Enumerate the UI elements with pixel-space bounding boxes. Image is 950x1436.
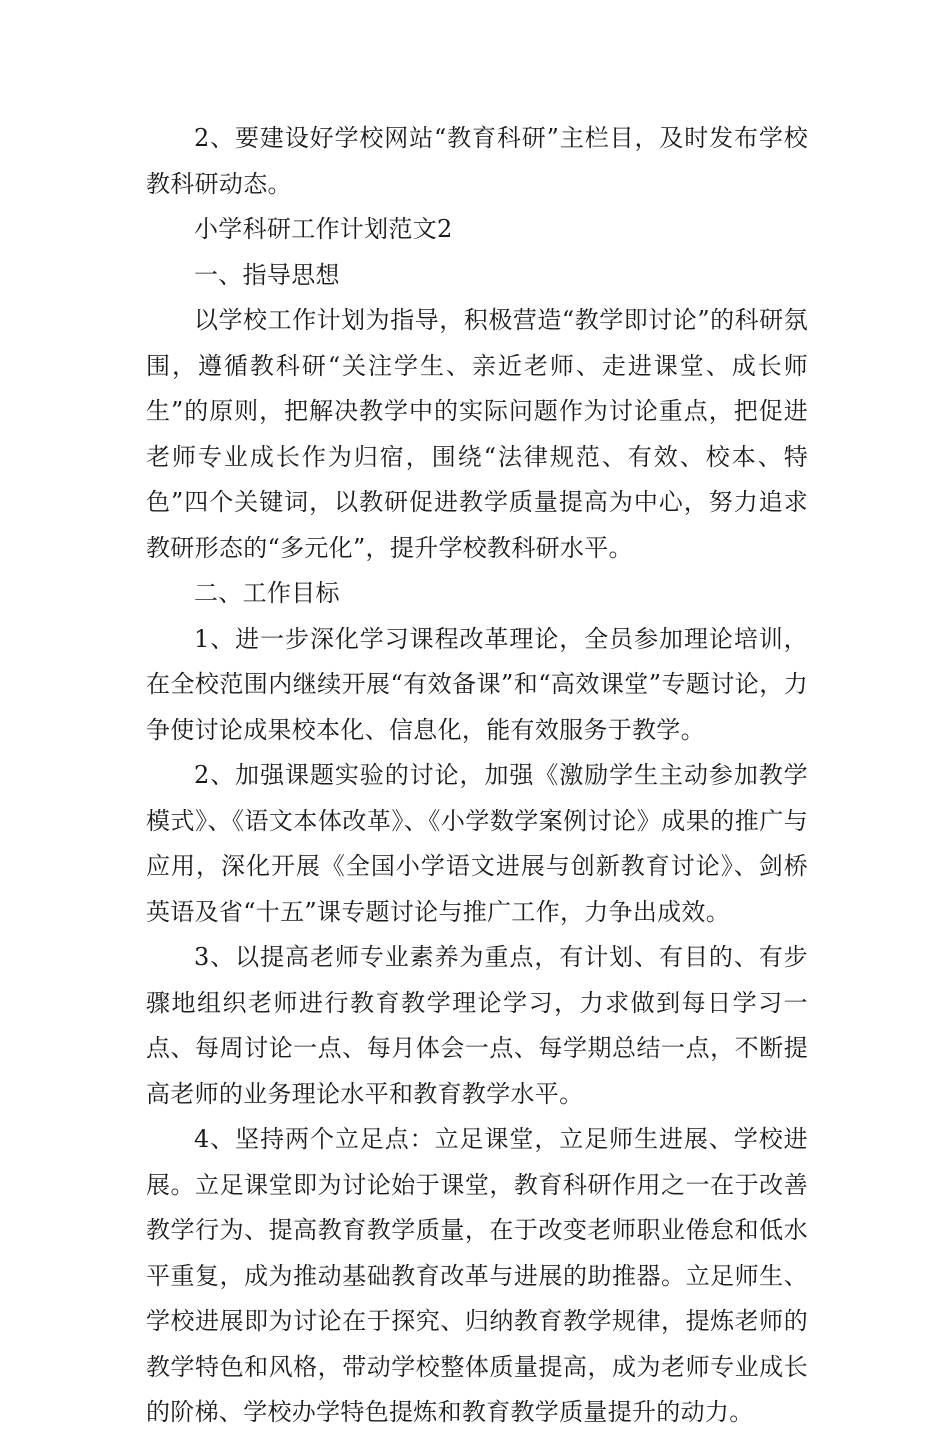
paragraph-goal-3: 3、以提高老师专业素养为重点，有计划、有目的、有步骤地组织老师进行教育教学理论学习，力求做到每日学习一点、每周讨论一点、每月体会一点、每学期总结一点，不断提高老师的业务理论水平和教育教学水平。 [146,943,808,1108]
heading-work-goals: 二、工作目标 [194,579,340,607]
section-title-plan-2: 小学科研工作计划范文2 [194,215,453,243]
paragraph-goal-4: 4、坚持两个立足点：立足课堂，立足师生进展、学校进展。立足课堂即为讨论始于课堂，教育科研作用之一在于改善教学行为、提高教育教学质量，在于改变老师职业倦怠和低水平重复，成为推动基础教育改革与进展的助推器。立足师生、学校进展即为讨论在于探究、归纳教育教学规律，提炼老师的教学特色和风格，带动学校整体质量提高，成为老师专业成长的阶梯、学校办学特色提炼和教育教学质量提升的动力。 [146,1125,808,1426]
paragraph-goal-2: 2、加强课题实验的讨论，加强《激励学生主动参加教学模式》、《语文本体改革》、《小学数学案例讨论》成果的推广与应用，深化开展《全国小学语文进展与创新教育讨论》、剑桥英语及省“十五”课专题讨论与推广工作，力争出成效。 [146,761,808,926]
paragraph-website-item: 2、要建设好学校网站“教育科研”主栏目，及时发布学校教科研动态。 [146,124,808,198]
paragraph-guiding-idea: 以学校工作计划为指导，积极营造“教学即讨论”的科研氛围，遵循教科研“关注学生、亲近老师、走进课堂、成长师生”的原则，把解决教学中的实际问题作为讨论重点，把促进老师专业成长作为归宿，围绕“法律规范、有效、校本、特色”四个关键词，以教研促进教学质量提高为中心，努力追求教研形态的“多元化”，提升学校教科研水平。 [146,306,808,562]
document-body [146,116,808,1436]
paragraph-goal-1: 1、进一步深化学习课程改革理论，全员参加理论培训，在全校范围内继续开展“有效备课”和“高效课堂”专题讨论，力争使讨论成果校本化、信息化，能有效服务于教学。 [146,624,808,744]
heading-guiding-idea: 一、指导思想 [194,260,340,289]
